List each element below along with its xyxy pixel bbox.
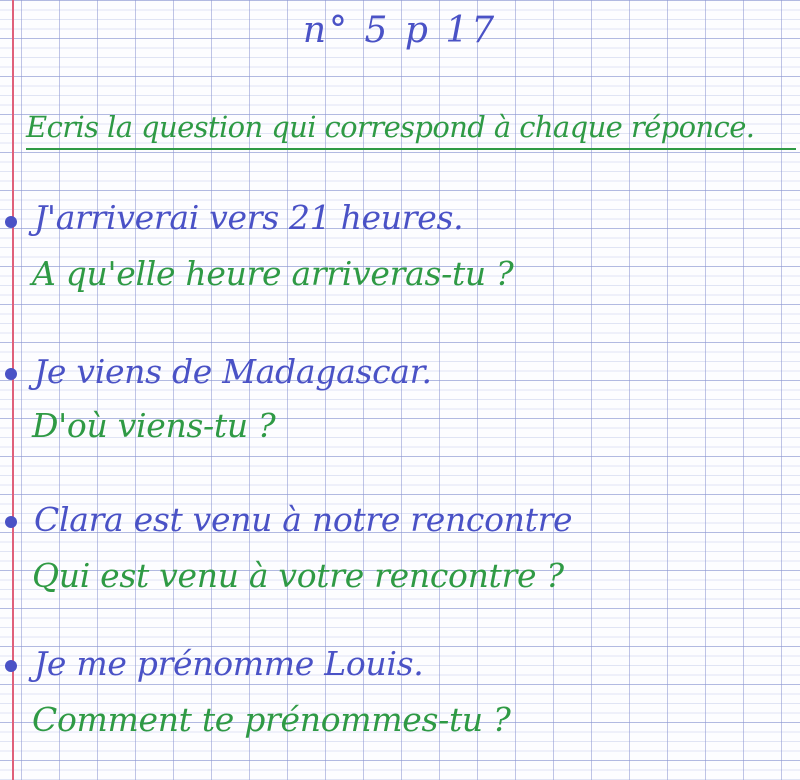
answer-text: Je viens de Madagascar. [34, 352, 432, 391]
bullet-dot-icon [5, 368, 17, 380]
question-text: D'où viens-tu ? [32, 406, 276, 445]
question-text: Comment te prénommes-tu ? [32, 700, 511, 739]
answer-text: Clara est venu à notre rencontre [34, 500, 573, 539]
answer-text: J'arriverai vers 21 heures. [34, 198, 464, 237]
instruction-text: Ecris la question qui correspond à chaque réponce. [26, 110, 796, 150]
exercise-title: n° 5 p 17 [302, 10, 498, 51]
question-text: A qu'elle heure arriveras-tu ? [32, 254, 514, 293]
answer-text: Je me prénomme Louis. [34, 644, 424, 683]
question-text: Qui est venu à votre rencontre ? [32, 556, 564, 595]
bullet-dot-icon [5, 516, 17, 528]
bullet-dot-icon [5, 216, 17, 228]
bullet-dot-icon [5, 660, 17, 672]
